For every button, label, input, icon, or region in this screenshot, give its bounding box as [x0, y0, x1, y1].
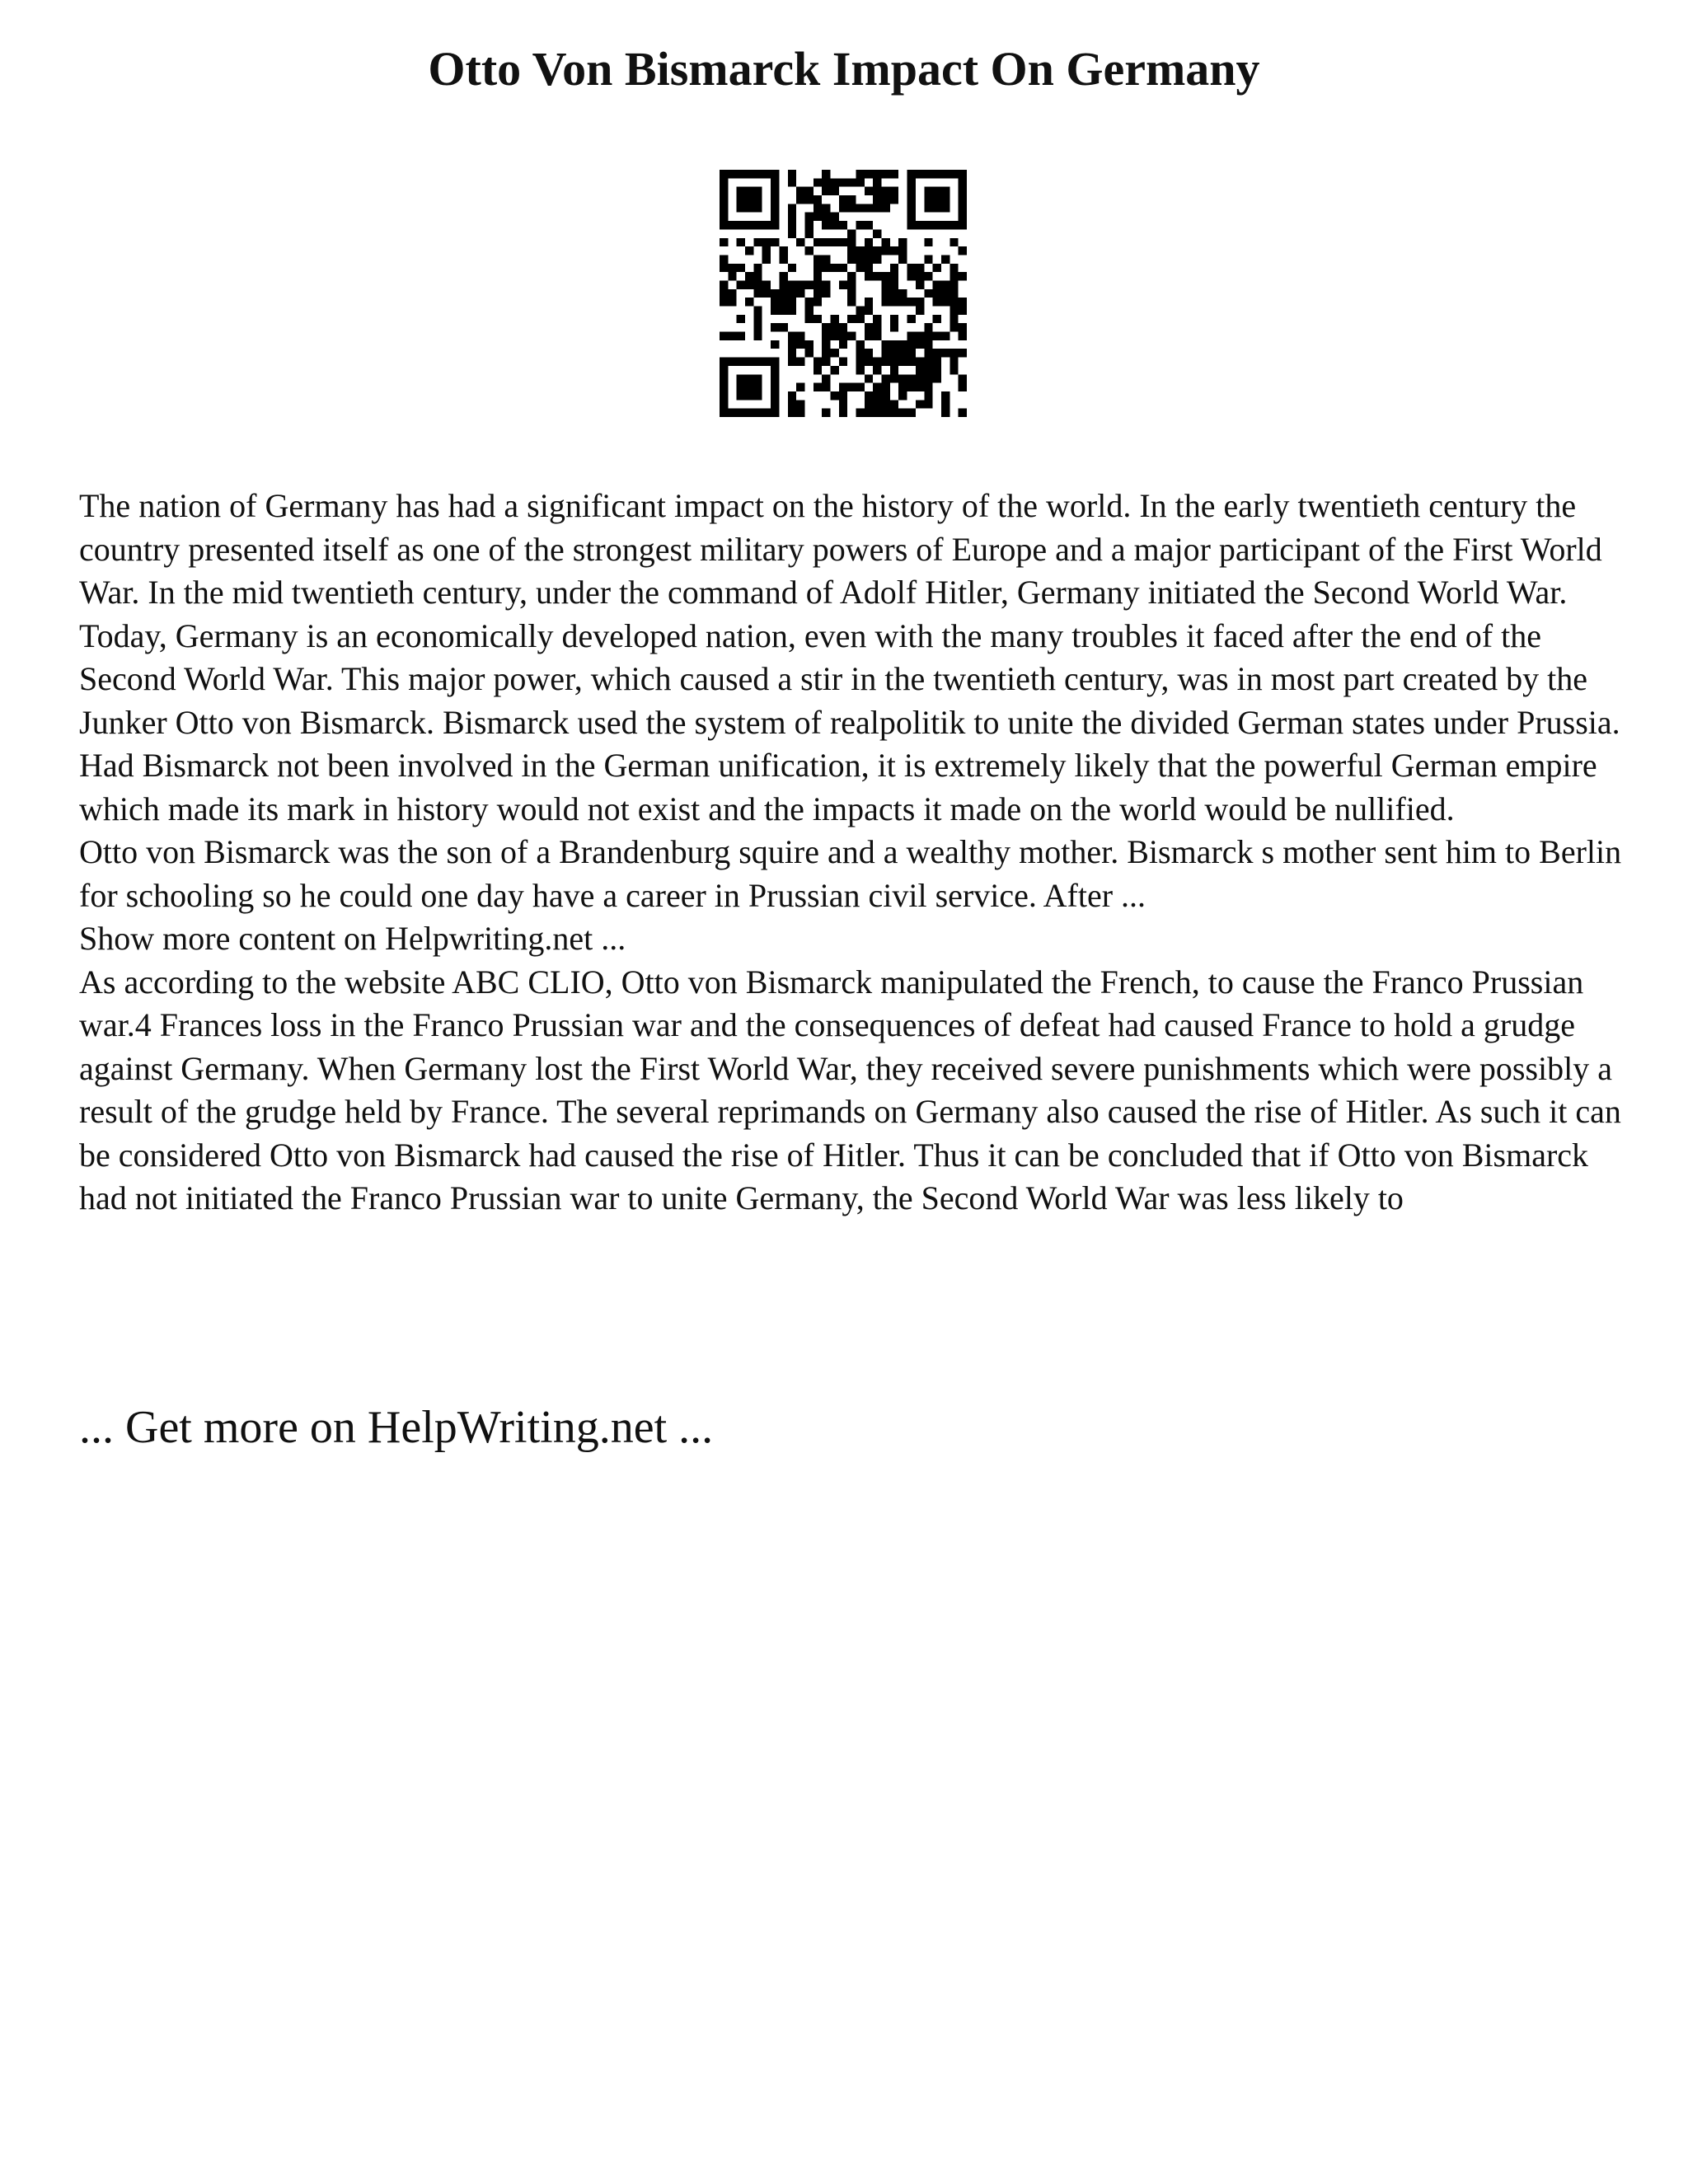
paragraph-biography: Otto von Bismarck was the son of a Brandenburg squire and a wealthy mother. Bismarck s mother sent him to Berlin for schooling so he could one day have a career in Prussian civil service. After ... [79, 833, 1622, 914]
qr-code-image [720, 170, 967, 417]
document-body [79, 485, 1637, 1221]
get-more-link[interactable]: ... Get more on HelpWriting.net ... [79, 1402, 714, 1453]
show-more-link[interactable]: Show more content on Helpwriting.net ... [79, 920, 626, 957]
qr-code [720, 170, 967, 417]
paragraph-conclusion: As according to the website ABC CLIO, Otto von Bismarck manipulated the French, to cause the Franco Prussian war.4 Frances loss in the Franco Prussian war and the consequences of defeat had caused France to hold a grudge against Germany. When Germany lost the First World War, they received severe punishments which were possibly a result of the grudge held by France. The several reprimands on Germany also caused the rise of Hitler. As such it can be considered Otto von Bismarck had caused the rise of Hitler. Thus it can be concluded that if Otto von Bismarck had not initiated the Franco Prussian war to unite Germany, the Second World War was less likely to [79, 963, 1621, 1216]
paragraph-intro: The nation of Germany has had a significant impact on the history of the world. In the early twentieth century the country presented itself as one of the strongest military powers of Europe and a major participant of the First World War. In the mid twentieth century, under the command of Adolf Hitler, Germany initiated the Second World War. Today, Germany is an economically developed nation, even with the many troubles it faced after the end of the Second World War. This major power, which caused a stir in the twentieth century, was in most part created by the Junker Otto von Bismarck. Bismarck used the system of realpolitik to unite the divided German states under Prussia. Had Bismarck not been involved in the German unification, it is extremely likely that the powerful German empire which made its mark in history would not exist and the impacts it made on the world would be nullified. [79, 487, 1620, 827]
page-title: Otto Von Bismarck Impact On Germany [428, 42, 1260, 96]
